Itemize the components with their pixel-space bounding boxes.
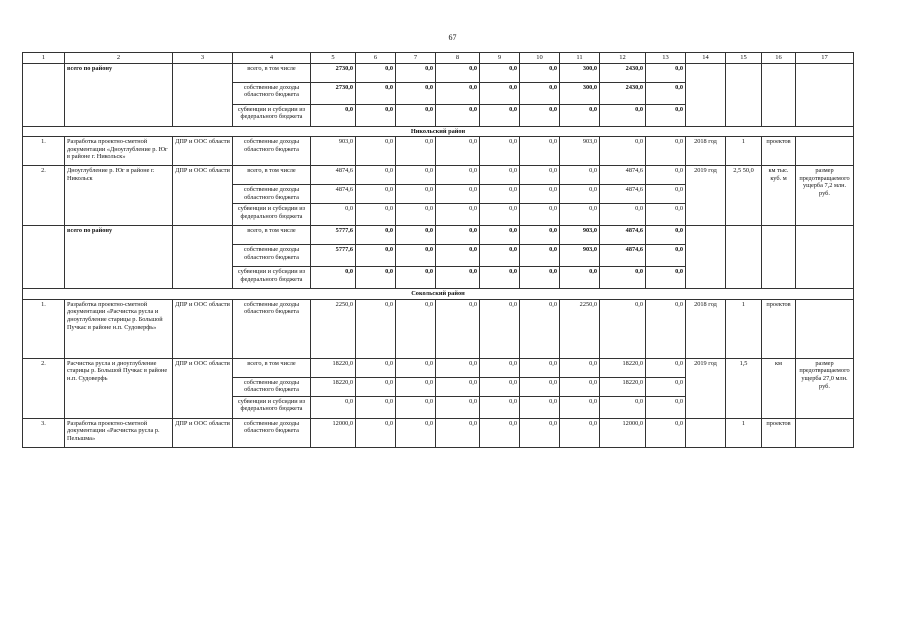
page-number: 67	[448, 33, 457, 42]
value-cell: 2250,0	[560, 299, 600, 358]
item-quantity: 1	[726, 418, 762, 447]
value-cell: 0,0	[436, 267, 480, 289]
value-cell: 0,0	[646, 204, 686, 226]
value-cell: 2430,0	[600, 63, 646, 82]
value-cell: 903,0	[560, 226, 600, 245]
table-row	[23, 299, 854, 358]
budget-table	[22, 52, 854, 448]
value-cell: 0,0	[356, 245, 396, 267]
value-cell: 0,0	[600, 104, 646, 126]
value-cell: 0,0	[646, 185, 686, 204]
value-cell: 0,0	[436, 396, 480, 418]
value-cell: 0,0	[356, 396, 396, 418]
column-number-header: 5	[311, 53, 356, 64]
item-quantity: 1	[726, 137, 762, 166]
value-cell: 0,0	[356, 299, 396, 358]
value-cell: 0,0	[600, 299, 646, 358]
value-cell: 0,0	[520, 226, 560, 245]
value-cell: 0,0	[396, 226, 436, 245]
funding-label: субвенции и субсидии из федерального бюджета	[233, 396, 311, 418]
funding-label: собственные доходы областного бюджета	[233, 377, 311, 396]
value-cell: 0,0	[480, 299, 520, 358]
table-row	[23, 289, 854, 300]
column-number-header: 11	[560, 53, 600, 64]
value-cell: 0,0	[646, 267, 686, 289]
item-org: ДПР и ООС области	[173, 166, 233, 226]
value-cell: 0,0	[436, 377, 480, 396]
value-cell: 0,0	[436, 104, 480, 126]
column-number-header: 3	[173, 53, 233, 64]
value-cell: 0,0	[560, 358, 600, 377]
table-row	[23, 63, 854, 82]
value-cell: 0,0	[520, 299, 560, 358]
value-cell: 300,0	[560, 63, 600, 82]
value-cell: 0,0	[396, 204, 436, 226]
column-number-header: 8	[436, 53, 480, 64]
item-year: 2019 год	[686, 358, 726, 418]
item-name: Расчистка русла и дноуглубление старицы р. Большой Пучкас в районе н.п. Судоверфь	[65, 358, 173, 418]
value-cell: 0,0	[436, 299, 480, 358]
item-effect	[796, 418, 854, 447]
value-cell: 0,0	[646, 358, 686, 377]
value-cell: 0,0	[311, 204, 356, 226]
table-row	[23, 418, 854, 447]
value-cell: 0,0	[520, 358, 560, 377]
value-cell: 0,0	[646, 377, 686, 396]
value-cell: 0,0	[560, 418, 600, 447]
value-cell: 18220,0	[600, 358, 646, 377]
column-number-header: 6	[356, 53, 396, 64]
item-org: ДПР и ООС области	[173, 358, 233, 418]
value-cell: 0,0	[480, 204, 520, 226]
value-cell: 0,0	[560, 166, 600, 185]
empty-cell	[686, 226, 726, 289]
item-year	[686, 418, 726, 447]
funding-label: субвенции и субсидии из федерального бюджета	[233, 104, 311, 126]
value-cell: 0,0	[396, 267, 436, 289]
value-cell: 0,0	[396, 104, 436, 126]
column-number-header: 9	[480, 53, 520, 64]
value-cell: 2250,0	[311, 299, 356, 358]
value-cell: 0,0	[600, 267, 646, 289]
value-cell: 0,0	[646, 63, 686, 82]
item-year: 2018 год	[686, 299, 726, 358]
value-cell: 903,0	[311, 137, 356, 166]
value-cell: 0,0	[520, 63, 560, 82]
value-cell: 0,0	[520, 204, 560, 226]
item-effect	[796, 299, 854, 358]
value-cell: 0,0	[480, 226, 520, 245]
value-cell: 0,0	[356, 377, 396, 396]
table-row	[23, 358, 854, 377]
item-unit: проектов	[762, 299, 796, 358]
value-cell: 0,0	[480, 418, 520, 447]
item-quantity: 2,5 50,0	[726, 166, 762, 226]
value-cell: 0,0	[356, 82, 396, 104]
value-cell: 0,0	[520, 137, 560, 166]
value-cell: 0,0	[560, 104, 600, 126]
value-cell: 18220,0	[311, 377, 356, 396]
value-cell: 0,0	[396, 245, 436, 267]
value-cell: 4874,6	[311, 185, 356, 204]
value-cell: 0,0	[646, 104, 686, 126]
column-number-header: 12	[600, 53, 646, 64]
funding-label: собственные доходы областного бюджета	[233, 185, 311, 204]
empty-cell	[796, 63, 854, 126]
value-cell: 300,0	[560, 82, 600, 104]
item-org: ДПР и ООС области	[173, 299, 233, 358]
value-cell: 0,0	[356, 204, 396, 226]
item-unit: км тыс. куб. м	[762, 166, 796, 226]
item-year: 2019 год	[686, 166, 726, 226]
value-cell: 12000,0	[600, 418, 646, 447]
value-cell: 0,0	[520, 396, 560, 418]
value-cell: 0,0	[646, 418, 686, 447]
value-cell: 2730,0	[311, 82, 356, 104]
funding-label: всего, в том числе	[233, 358, 311, 377]
column-number-header: 15	[726, 53, 762, 64]
value-cell: 0,0	[600, 137, 646, 166]
item-number: 3.	[23, 418, 65, 447]
empty-cell	[726, 63, 762, 126]
table-row	[23, 137, 854, 166]
value-cell: 0,0	[396, 299, 436, 358]
value-cell: 0,0	[436, 185, 480, 204]
value-cell: 0,0	[436, 63, 480, 82]
column-number-header: 1	[23, 53, 65, 64]
value-cell: 0,0	[396, 137, 436, 166]
funding-label: собственные доходы областного бюджета	[233, 137, 311, 166]
district-heading: Сокольский район	[23, 289, 854, 300]
value-cell: 0,0	[436, 137, 480, 166]
funding-label: собственные доходы областного бюджета	[233, 82, 311, 104]
table-row	[23, 53, 854, 64]
empty-cell	[796, 226, 854, 289]
org-cell	[173, 226, 233, 289]
value-cell: 4874,6	[311, 166, 356, 185]
value-cell: 0,0	[600, 204, 646, 226]
value-cell: 4874,6	[600, 185, 646, 204]
item-effect	[796, 137, 854, 166]
funding-label: всего, в том числе	[233, 226, 311, 245]
table-row	[23, 166, 854, 185]
value-cell: 0,0	[646, 137, 686, 166]
value-cell: 5777,6	[311, 226, 356, 245]
total-title: всего по району	[65, 226, 173, 289]
value-cell: 0,0	[646, 226, 686, 245]
item-org: ДПР и ООС области	[173, 418, 233, 447]
value-cell: 4874,6	[600, 245, 646, 267]
value-cell: 0,0	[520, 166, 560, 185]
item-unit: проектов	[762, 418, 796, 447]
value-cell: 0,0	[396, 185, 436, 204]
value-cell: 0,0	[311, 104, 356, 126]
value-cell: 0,0	[480, 185, 520, 204]
item-unit: проектов	[762, 137, 796, 166]
funding-label: всего, в том числе	[233, 166, 311, 185]
item-effect: размер предотвращаемого ущерба 27,0 млн. руб.	[796, 358, 854, 418]
value-cell: 0,0	[480, 267, 520, 289]
value-cell: 0,0	[646, 396, 686, 418]
value-cell: 0,0	[436, 82, 480, 104]
table-row	[23, 126, 854, 137]
column-number-header: 14	[686, 53, 726, 64]
value-cell: 0,0	[480, 245, 520, 267]
value-cell: 0,0	[436, 166, 480, 185]
value-cell: 12000,0	[311, 418, 356, 447]
item-number: 1.	[23, 299, 65, 358]
empty-cell	[686, 63, 726, 126]
value-cell: 0,0	[560, 377, 600, 396]
funding-label: собственные доходы областного бюджета	[233, 418, 311, 447]
value-cell: 0,0	[600, 396, 646, 418]
value-cell: 0,0	[356, 267, 396, 289]
value-cell: 0,0	[560, 396, 600, 418]
value-cell: 0,0	[436, 358, 480, 377]
column-number-header: 13	[646, 53, 686, 64]
value-cell: 0,0	[480, 396, 520, 418]
item-org: ДПР и ООС области	[173, 137, 233, 166]
item-quantity: 1	[726, 299, 762, 358]
value-cell: 2730,0	[311, 63, 356, 82]
item-quantity: 1,5	[726, 358, 762, 418]
value-cell: 0,0	[480, 137, 520, 166]
value-cell: 0,0	[646, 299, 686, 358]
value-cell: 0,0	[520, 104, 560, 126]
value-cell: 0,0	[480, 377, 520, 396]
total-title: всего по району	[65, 63, 173, 126]
column-number-header: 16	[762, 53, 796, 64]
value-cell: 0,0	[356, 358, 396, 377]
value-cell: 5777,6	[311, 245, 356, 267]
value-cell: 0,0	[646, 166, 686, 185]
value-cell: 0,0	[396, 166, 436, 185]
value-cell: 0,0	[356, 226, 396, 245]
org-cell	[173, 63, 233, 126]
value-cell: 0,0	[356, 104, 396, 126]
value-cell: 0,0	[356, 137, 396, 166]
value-cell: 0,0	[356, 418, 396, 447]
empty-cell	[762, 63, 796, 126]
value-cell: 4874,6	[600, 166, 646, 185]
funding-label: субвенции и субсидии из федерального бюджета	[233, 204, 311, 226]
item-effect: размер предотвращаемого ущерба 7,2 млн. руб.	[796, 166, 854, 226]
value-cell: 0,0	[560, 204, 600, 226]
value-cell: 0,0	[311, 267, 356, 289]
value-cell: 903,0	[560, 137, 600, 166]
value-cell: 0,0	[436, 418, 480, 447]
value-cell: 0,0	[480, 358, 520, 377]
value-cell: 0,0	[520, 185, 560, 204]
value-cell: 0,0	[396, 396, 436, 418]
funding-label: собственные доходы областного бюджета	[233, 245, 311, 267]
value-cell: 0,0	[396, 418, 436, 447]
value-cell: 2430,0	[600, 82, 646, 104]
item-number: 2.	[23, 358, 65, 418]
item-name: Разработка проектно-сметной документации «Расчистка русла и дноуглубление старицы р. Большой Пучкас в районе н.п. Судоверфь»	[65, 299, 173, 358]
funding-label: всего, в том числе	[233, 63, 311, 82]
value-cell: 4874,6	[600, 226, 646, 245]
item-name: Дноуглубление р. Юг в районе г. Никольск	[65, 166, 173, 226]
value-cell: 0,0	[436, 226, 480, 245]
value-cell: 0,0	[396, 358, 436, 377]
value-cell: 0,0	[311, 396, 356, 418]
value-cell: 0,0	[560, 267, 600, 289]
value-cell: 0,0	[480, 63, 520, 82]
value-cell: 903,0	[560, 245, 600, 267]
value-cell: 0,0	[520, 418, 560, 447]
item-number: 2.	[23, 166, 65, 226]
value-cell: 0,0	[356, 166, 396, 185]
item-unit: км	[762, 358, 796, 418]
column-number-header: 10	[520, 53, 560, 64]
funding-label: субвенции и субсидии из федерального бюджета	[233, 267, 311, 289]
value-cell: 0,0	[520, 82, 560, 104]
item-name: Разработка проектно-сметной документации «Расчистка русла р. Пельшма»	[65, 418, 173, 447]
value-cell: 0,0	[436, 245, 480, 267]
value-cell: 0,0	[646, 82, 686, 104]
column-number-header: 17	[796, 53, 854, 64]
value-cell: 0,0	[480, 166, 520, 185]
value-cell: 0,0	[480, 82, 520, 104]
column-number-header: 4	[233, 53, 311, 64]
value-cell: 0,0	[520, 377, 560, 396]
item-name: Разработка проектно-сметной документации «Дноуглубление р. Юг в районе г. Никольск»	[65, 137, 173, 166]
value-cell: 18220,0	[600, 377, 646, 396]
empty-cell	[726, 226, 762, 289]
value-cell: 0,0	[520, 245, 560, 267]
value-cell: 0,0	[356, 63, 396, 82]
value-cell: 0,0	[436, 204, 480, 226]
value-cell: 0,0	[480, 104, 520, 126]
value-cell: 0,0	[396, 82, 436, 104]
value-cell: 0,0	[560, 185, 600, 204]
value-cell: 0,0	[396, 63, 436, 82]
item-year: 2018 год	[686, 137, 726, 166]
empty-cell	[762, 226, 796, 289]
value-cell: 0,0	[356, 185, 396, 204]
value-cell: 0,0	[520, 267, 560, 289]
value-cell: 18220,0	[311, 358, 356, 377]
funding-label: собственные доходы областного бюджета	[233, 299, 311, 358]
value-cell: 0,0	[396, 377, 436, 396]
table-row	[23, 226, 854, 245]
row-number-cell	[23, 63, 65, 126]
column-number-header: 7	[396, 53, 436, 64]
item-number: 1.	[23, 137, 65, 166]
row-number-cell	[23, 226, 65, 289]
district-heading: Никольский район	[23, 126, 854, 137]
value-cell: 0,0	[646, 245, 686, 267]
column-number-header: 2	[65, 53, 173, 64]
